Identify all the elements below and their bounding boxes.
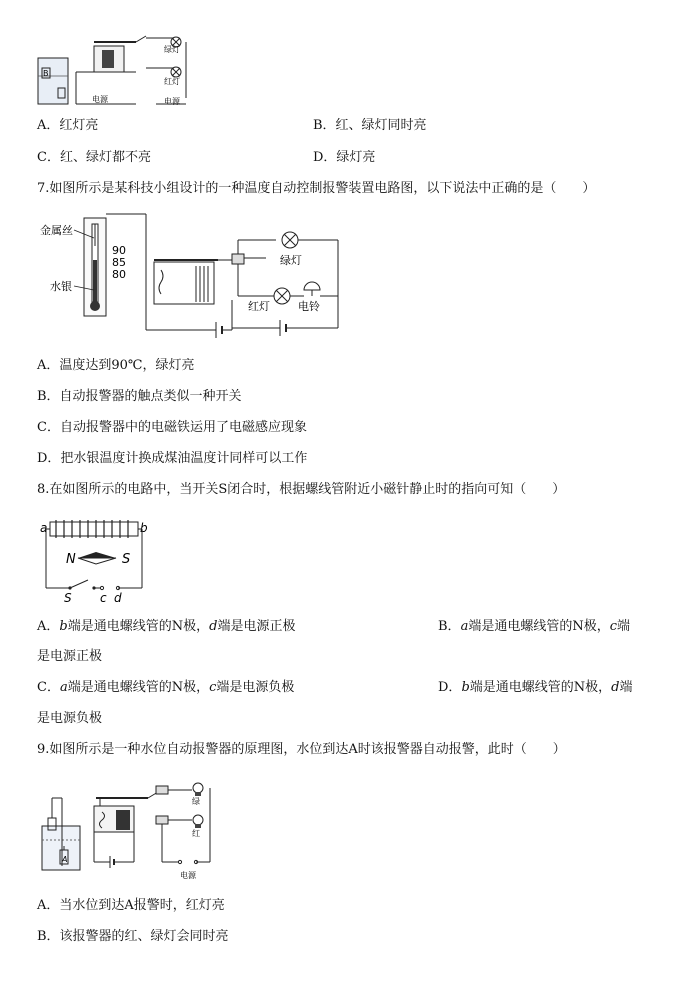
q7-fig-mercury-label: 水银: [50, 280, 72, 293]
q8-fig-d: d: [114, 591, 122, 604]
q8-option-c-prefix: C．: [37, 680, 60, 695]
q8-option-a: [37, 618, 295, 636]
q7-circuit-figure: [36, 210, 346, 340]
q6-fig-power-label-1: 电源: [92, 95, 108, 104]
q8-option-b-c: c: [609, 619, 617, 634]
q7-option-d: D．把水银温度计换成煤油温度计同样可以工作: [37, 451, 308, 466]
q7-fig-t80: 80: [112, 268, 126, 281]
q8-option-a-d: d: [209, 619, 218, 634]
q7-stem: 7.如图所示是某科技小组设计的一种温度自动控制报警装置电路图，以下说法中正确的是（ ）: [37, 181, 596, 196]
q6-option-d: D．绿灯亮: [313, 150, 376, 165]
q8-option-b: [438, 618, 630, 636]
q7-fig-wire-label: 金属丝: [40, 224, 73, 237]
q8-option-c-c: c: [209, 680, 217, 695]
q6-fig-red-label: 红灯: [164, 77, 180, 86]
q9-option-a: A．当水位到达A报警时，红灯亮: [37, 898, 225, 913]
q6-circuit-figure: [36, 28, 196, 108]
q7-option-a: A．温度达到90℃，绿灯亮: [37, 358, 195, 373]
q7-fig-red-label: 红灯: [248, 300, 270, 313]
q8-option-d-d: d: [611, 680, 620, 695]
q8-option-c-post: 端是电源负极: [216, 680, 295, 695]
q7-fig-bell-label: 电铃: [298, 300, 320, 313]
q6-option-a: A．红灯亮: [37, 118, 99, 133]
q7-fig-green-label: 绿灯: [280, 254, 302, 267]
q9-fig-a-label: A: [62, 855, 68, 864]
q8-option-b-a: a: [460, 619, 469, 634]
q9-fig-green-label: 绿: [192, 797, 200, 806]
q8-fig-c: c: [100, 591, 107, 604]
q8-option-a-prefix: A．: [37, 619, 60, 634]
q8-option-d-wrap: 是电源负极: [37, 711, 103, 726]
q9-option-b: B．该报警器的红、绿灯会同时亮: [37, 929, 229, 944]
q8-option-c-a: a: [59, 680, 68, 695]
svg-text:B: B: [43, 69, 49, 78]
q7-fig-t85: 85: [112, 256, 126, 269]
q8-option-d-post: 端: [619, 680, 633, 695]
q8-option-d: [438, 679, 633, 697]
q7-option-c: C．自动报警器中的电磁铁运用了电磁感应现象: [37, 420, 307, 435]
q8-fig-s: S: [122, 552, 131, 567]
q8-option-a-post: 端是电源正极: [217, 619, 296, 634]
q8-option-b-post: 端: [617, 619, 631, 634]
q8-stem: 8.在如图所示的电路中，当开关S闭合时，根据螺线管附近小磁针静止时的指向可知（ ）: [37, 482, 566, 497]
q6-fig-power-label-2: 电源: [164, 97, 180, 106]
q9-fig-red-label: 红: [192, 829, 200, 838]
q8-fig-a: a: [40, 521, 48, 535]
q9-water-alarm-figure: [40, 776, 220, 884]
q8-option-a-b: b: [59, 619, 68, 634]
q8-option-c: [37, 679, 294, 697]
q8-option-b-wrap: 是电源正极: [37, 649, 103, 664]
q6-option-b: B．红、绿灯同时亮: [313, 118, 427, 133]
q8-solenoid-figure: [36, 516, 156, 604]
q9-stem: 9.如图所示是一种水位自动报警器的原理图，水位到达A时该报警器自动报警，此时（ ）: [37, 742, 566, 757]
q8-option-b-prefix: B．: [438, 619, 461, 634]
q8-fig-switch: S: [64, 591, 72, 604]
q8-fig-b: b: [140, 521, 148, 535]
q8-option-d-prefix: D．: [438, 680, 462, 695]
q8-option-c-mid: 端是通电螺线管的N极，: [67, 680, 210, 695]
q6-option-c: C．红、绿灯都不亮: [37, 150, 151, 165]
q7-option-b: B．自动报警器的触点类似一种开关: [37, 389, 242, 404]
q7-fig-t90: 90: [112, 244, 126, 257]
q8-option-b-mid: 端是通电螺线管的N极，: [468, 619, 610, 634]
q8-option-a-mid: 端是通电螺线管的N极，: [67, 619, 210, 634]
q8-fig-n: N: [66, 552, 76, 567]
q8-option-d-b: b: [461, 680, 470, 695]
q8-option-d-mid: 端是通电螺线管的N极，: [469, 680, 612, 695]
q6-fig-green-label: 绿灯: [164, 45, 180, 54]
q9-fig-power-label: 电源: [180, 871, 196, 880]
